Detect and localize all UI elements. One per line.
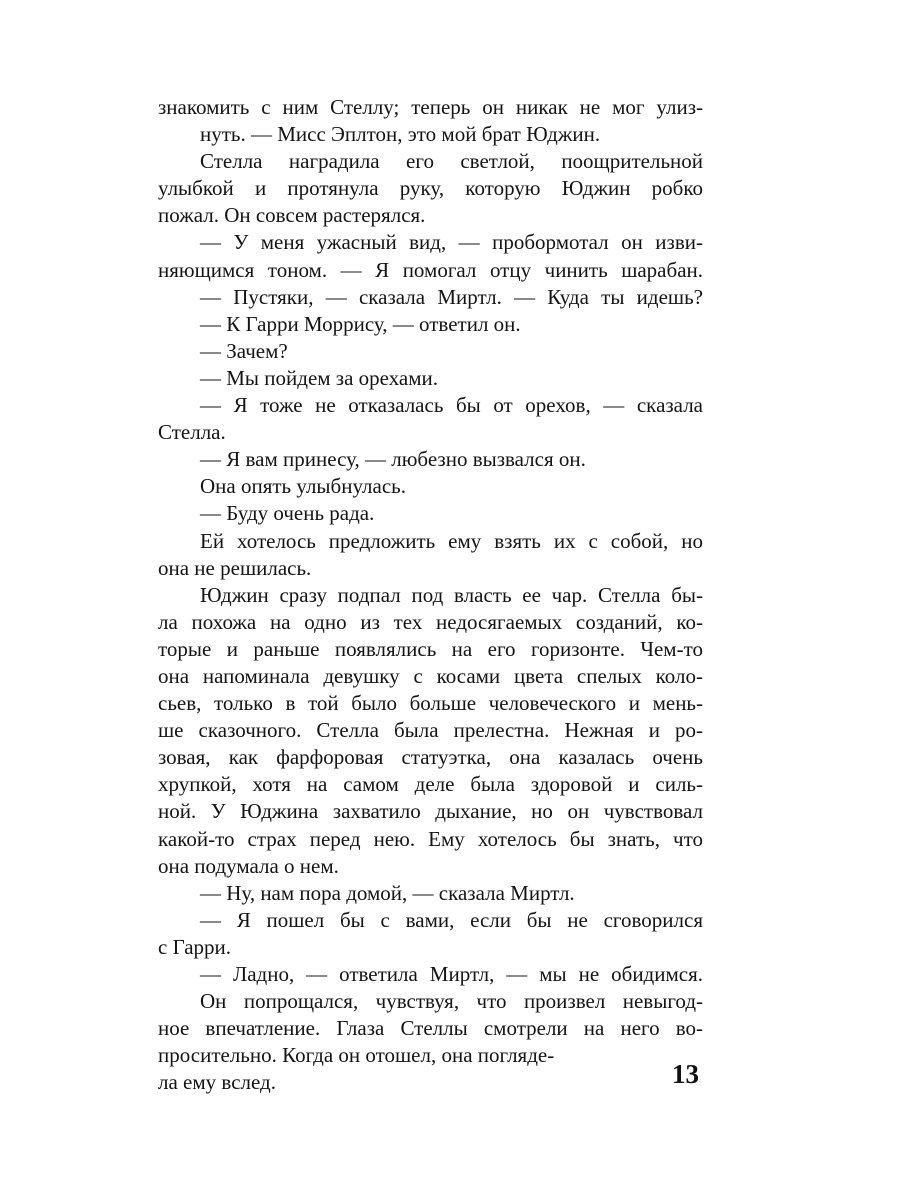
text-line: — Пустяки, — сказала Миртл. — Куда ты идешь?: [200, 284, 703, 309]
text-line: знакомить с ним Стеллу; теперь он никак не мог улиз-: [158, 95, 703, 119]
text-line: — Ну, нам пора домой, — сказала Миртл.: [200, 880, 575, 905]
text-line: — Я пошел бы с вами, если бы не сговорился: [200, 907, 703, 932]
text-line: просительно. Когда он отошел, она погляде-: [158, 1043, 555, 1068]
text-line: хрупкой, хотя на самом деле была здоровой и силь-: [158, 772, 703, 797]
text-line: — У меня ужасный вид, — пробормотал он изви-: [200, 230, 703, 255]
text-line: Она опять улыбнулась.: [200, 474, 406, 499]
text-line: Юджин сразу подпал под власть ее чар. Стелла бы-: [200, 582, 703, 607]
text-line: Он попрощался, чувствуя, что произвел невыгод-: [200, 989, 703, 1014]
text-line: какой-то страх перед нею. Ему хотелось бы знать, что: [158, 826, 703, 851]
text-line: — Я тоже не отказалась бы от орехов, — сказала: [200, 393, 703, 418]
text-line: — Мы пойдем за орехами.: [200, 365, 439, 390]
text-line: с Гарри.: [158, 934, 231, 959]
body-text: [158, 94, 703, 1096]
text-line: ше сказочного. Стелла была прелестна. Нежная и ро-: [158, 718, 703, 743]
text-line: сьев, только в той было больше человеческого и мень-: [158, 691, 703, 716]
text-line: она напоминала девушку с косами цвета спелых коло-: [158, 663, 703, 688]
text-line: зовая, как фарфоровая статуэтка, она казалась очень: [158, 745, 703, 770]
text-line: торые и раньше появлялись на его горизонте. Чем-то: [158, 636, 703, 661]
text-line: — Я вам принесу, — любезно вызвался он.: [200, 447, 586, 472]
text-line: — Буду очень рада.: [200, 501, 375, 526]
text-line: улыбкой и протянула руку, которую Юджин робко: [158, 176, 703, 201]
text-line: — Зачем?: [200, 338, 288, 363]
text-line: Стелла наградила его светлой, поощрительной: [200, 149, 703, 174]
text-line: она подумала о нем.: [158, 853, 339, 878]
text-line: няющимся тоном. — Я помогал отцу чинить шарабан.: [158, 257, 703, 282]
text-line: — К Гарри Моррису, — ответил он.: [200, 311, 521, 336]
text-line: Ей хотелось предложить ему взять их с собой, но: [200, 528, 703, 553]
text-line: ной. У Юджина захватило дыхание, но он чувствовал: [158, 799, 703, 824]
text-line: ла ему вслед.: [158, 1070, 276, 1095]
text-line: ное впечатление. Глаза Стеллы смотрели на него во-: [158, 1016, 703, 1041]
text-line: пожал. Он совсем растерялся.: [158, 203, 426, 228]
text-line: Стелла.: [158, 420, 226, 445]
text-line: — Ладно, — ответила Миртл, — мы не обидимся.: [200, 962, 703, 986]
page-number: 13: [672, 1059, 699, 1089]
text-line: ла похожа на одно из тех недосягаемых созданий, ко-: [158, 609, 703, 634]
text-line: нуть. — Мисс Эплтон, это мой брат Юджин.: [200, 122, 601, 147]
text-line: она не решилась.: [158, 555, 312, 580]
